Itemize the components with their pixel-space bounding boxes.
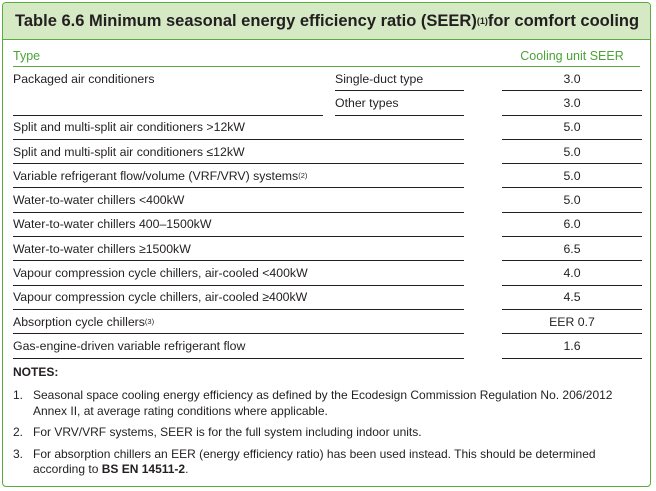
row-label: Water-to-water chillers 400–1500kW (13, 217, 212, 232)
row-value: 6.5 (502, 237, 642, 261)
note-text: For VRV/VRF systems, SEER is for the full system including indoor units. (33, 425, 422, 440)
row-label: Split and multi-split air conditioners ≤12kW (13, 144, 245, 159)
note-number: 1. (13, 388, 24, 403)
notes-title: NOTES: (13, 364, 59, 379)
standard-reference: BS EN 14511-2 (101, 462, 186, 477)
table-row-packaged-single (13, 67, 640, 91)
table-row: Variable refrigerant flow/volume (VRF/VRV) systems (2) 5.0 (13, 164, 640, 188)
packaged-sub2: Other types (335, 91, 464, 115)
note-item (13, 388, 640, 419)
row-value: 6.0 (502, 213, 642, 237)
note-text: Seasonal space cooling energy efficiency as defined by the Ecodesign Commission Regulation No. 206/2012 Annex II, at average rating conditions where applicable. (33, 388, 613, 418)
table-row-packaged-other (13, 91, 640, 115)
table-row (13, 213, 640, 237)
row-label: Vapour compression cycle chillers, air-cooled ≥400kW (13, 290, 308, 305)
row-value: 5.0 (502, 140, 642, 164)
row-value: 1.6 (502, 334, 642, 358)
note-text: For absorption chillers an EER (energy efficiency ratio) has been used instead. This should be determined according to BS EN 14511-2. (33, 446, 596, 477)
table-frame (2, 2, 651, 487)
row-label: Absorption cycle chillers (13, 314, 145, 329)
note-number: 2. (13, 425, 24, 440)
header-type: Type (13, 49, 41, 63)
row-label: Gas-engine-driven variable refrigerant flow (13, 338, 246, 353)
notes-section (13, 365, 640, 478)
row-value: 5.0 (502, 188, 642, 212)
row-value: EER 0.7 (502, 310, 642, 334)
row-value: 4.5 (502, 286, 642, 310)
table-row (13, 188, 640, 212)
row-label: Vapour compression cycle chillers, air-cooled <400kW (13, 266, 308, 281)
row-label: Split and multi-split air conditioners >12kW (13, 120, 246, 135)
seer-table (13, 46, 640, 359)
table-row (13, 140, 640, 164)
packaged-sub1: Single-duct type (335, 67, 464, 91)
note-item (13, 425, 640, 441)
table-row (13, 116, 640, 140)
table-row (13, 261, 640, 285)
packaged-val1: 3.0 (502, 67, 642, 91)
title-tail: for comfort cooling (487, 11, 640, 30)
note-number: 3. (13, 446, 24, 461)
packaged-label: Packaged air conditioners (13, 72, 155, 87)
packaged-val2: 3.0 (502, 91, 642, 115)
table-header (13, 46, 640, 67)
title-main: Table 6.6 Minimum seasonal energy efficiency ratio (SEER) (15, 11, 477, 30)
row-label: Water-to-water chillers <400kW (13, 193, 185, 208)
table-title: Table 6.6 Minimum seasonal energy efficiency ratio (SEER) (1) for comfort cooling (3, 3, 650, 40)
row-value: 5.0 (502, 116, 642, 140)
note-item (13, 447, 640, 478)
table-row: Absorption cycle chillers (3) EER 0.7 (13, 310, 640, 334)
row-value: 5.0 (502, 164, 642, 188)
table-row (13, 237, 640, 261)
table-row (13, 286, 640, 310)
row-value: 4.0 (502, 261, 642, 285)
header-seer: Cooling unit SEER (520, 49, 624, 63)
row-label: Variable refrigerant flow/volume (VRF/VRV) systems (13, 168, 299, 183)
row-label: Water-to-water chillers ≥1500kW (13, 241, 191, 256)
table-row (13, 334, 640, 358)
